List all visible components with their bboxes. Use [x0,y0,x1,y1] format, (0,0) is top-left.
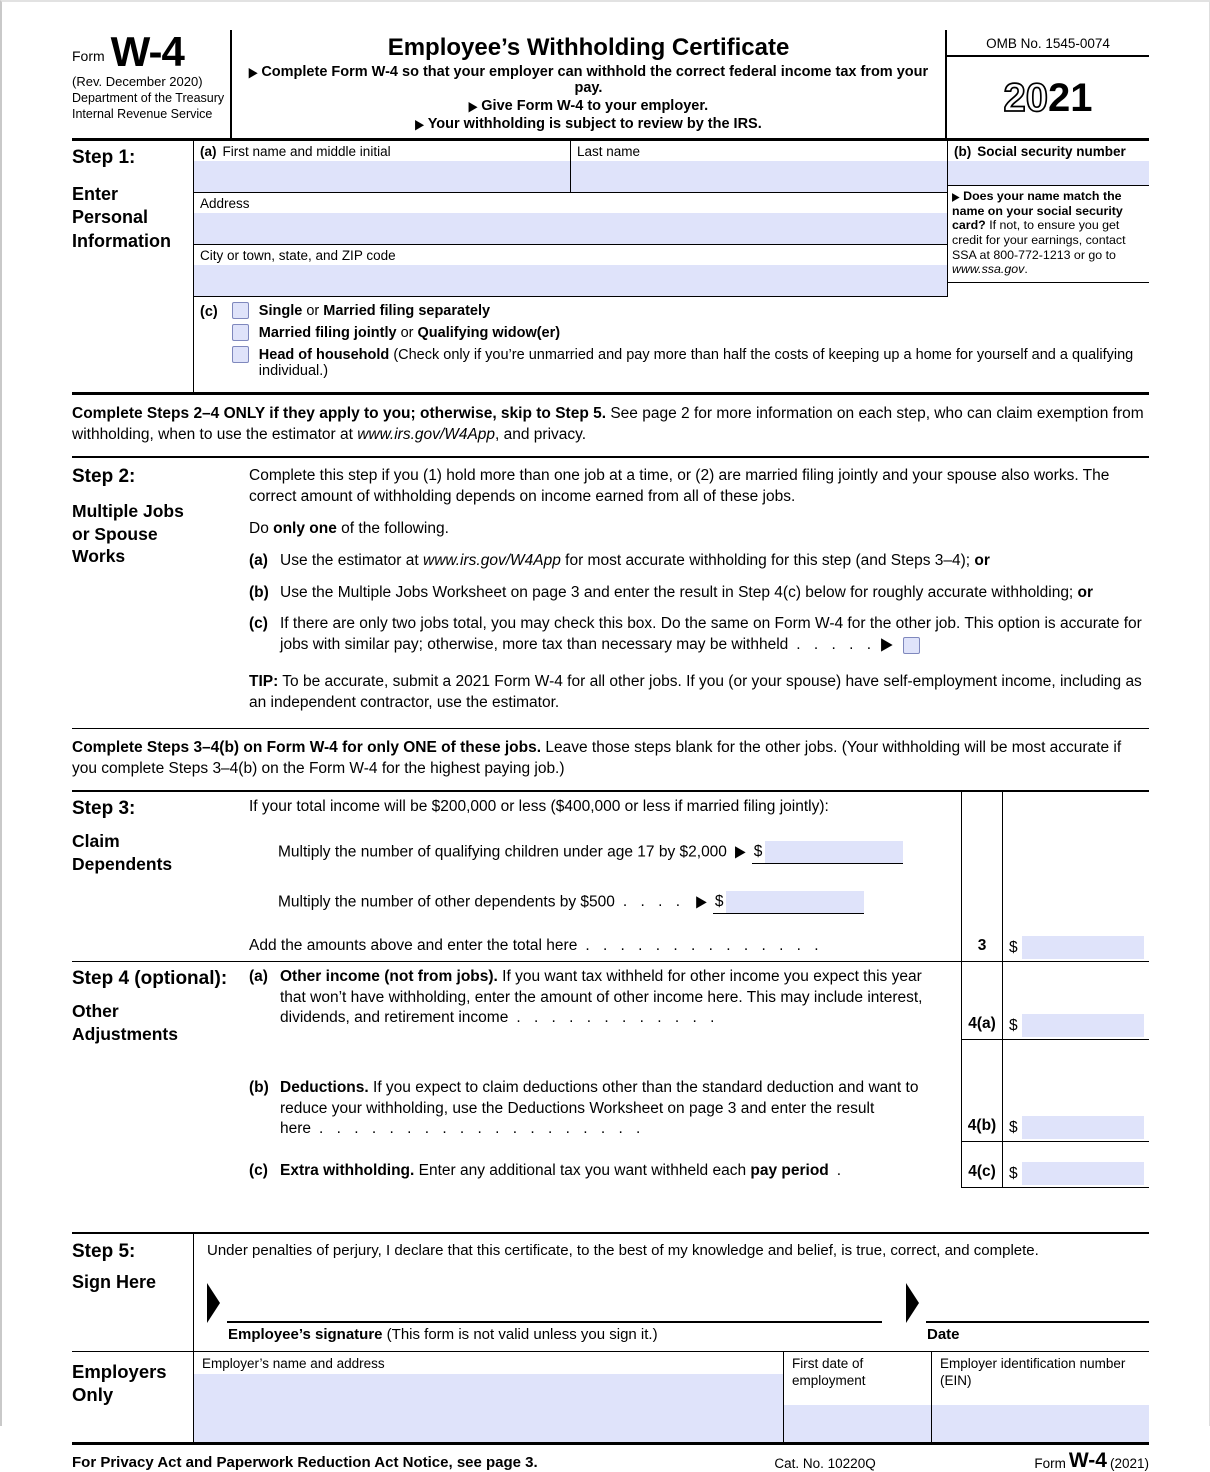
line-4b-amount-input[interactable] [1022,1116,1144,1139]
form-title-block [230,30,947,138]
city-cell [194,245,947,297]
step3-line-children: Multiply the number of qualifying children under age 17 by $2,000 ▶ $ [249,824,961,874]
step2-item-b: (b) Use the Multiple Jobs Worksheet on page 3 and enter the result in Step 4(c) below for roughly accurate withholding; or [249,583,1094,601]
signature-line[interactable] [227,1283,882,1323]
dollar-sign: $ [1009,1016,1018,1034]
tax-year-solid: 21 [1048,75,1093,120]
ssn-input[interactable] [948,161,1149,185]
form-word: Form [72,47,105,64]
first-date-input[interactable] [784,1405,931,1442]
married-jointly-checkbox[interactable] [232,324,249,341]
step3-label-col [72,792,249,962]
step4-title: Other Adjustments [72,1000,178,1044]
step2-paragraph-2: Do only one of the following. [249,519,449,537]
step4-item-c: (c) Extra withholding. Enter any additional tax you want withheld each pay period . [249,1162,842,1180]
step5-section [72,1232,1149,1352]
line-3-amount-cell [1003,924,1149,962]
line-4c-amount-cell [1003,1142,1149,1188]
line-3-amount-input[interactable] [1022,936,1144,959]
last-name-input[interactable] [571,161,947,192]
employers-only-label: Employers Only [72,1360,167,1406]
step2-item-c: (c) If there are only two jobs total, you may check this box. Do the same on Form W-4 for the other job. This option is accurate for jobs with similar pay; otherwise, more tax than necessary may be withheld . . . . . ▶ [249,614,1149,656]
first-name-cell [194,141,570,192]
filing-status-block [194,297,1149,392]
employers-only-section [72,1352,1149,1445]
form-title: Employee’s Withholding Certificate [387,34,790,61]
address-input[interactable] [194,213,947,244]
ein-input[interactable] [932,1405,1149,1442]
step4-label: Step 4 (optional): [72,967,228,989]
address-label: Address [200,196,250,211]
tax-year-outline: 20 [1003,75,1048,120]
step4-item-b: (b) Deductions. If you expect to claim deductions other than the standard deduction and want to reduce your withholding, use the Deductions Worksheet on page 3 and enter the result here . . . . . . . . . . . . . . . . . . . [249,1079,919,1138]
step3-intro: If your total income will be $200,000 or less ($400,000 or less if married filing jointly): [249,797,829,815]
line-4a-amount-input[interactable] [1022,1014,1144,1037]
privacy-notice: For Privacy Act and Paperwork Reduction Act Notice, see page 3. [72,1453,538,1471]
signature-col [207,1283,900,1343]
line-4c-number: 4(c) [961,1142,1003,1188]
signature-label: Employee’s signature (This form is not valid unless you sign it.) [228,1325,658,1343]
arrow-icon: ▶ [734,842,746,861]
catalog-number: Cat. No. 10220Q [774,1455,876,1471]
two-jobs-checkbox[interactable] [903,637,920,654]
last-name-label: Last name [577,144,641,159]
other-dependents-amount-input[interactable] [726,891,864,913]
first-name-input[interactable] [194,161,570,192]
city-input[interactable] [194,265,947,296]
dollar-sign: $ [1009,1164,1018,1182]
department-name: Department of the Treasury [72,90,225,105]
dollar-sign: $ [1009,938,1018,956]
header-bullet-2: ▶ Give Form W-4 to your employer. [468,98,709,114]
step2-paragraph-1: Complete this step if you (1) hold more than one job at a time, or (2) are married filing jointly and your spouse also works. The correct amount of withholding depends on income earned from all of these jobs. [249,466,1110,505]
form-id-block [72,30,230,138]
step1-name-address-fields [194,141,947,297]
step1-title: Enter Personal Information [72,184,171,251]
ein-cell [931,1352,1149,1442]
ssn-label: (b) Social security number [954,144,1126,159]
ssa-note: ▶ Does your name match the name on your social security card? If not, to ensure you get credit for your earnings, contact SSA at 800-772-1213 or go to www.ssa.gov. [948,185,1149,283]
arrow-icon: ▶ [696,892,707,911]
arrow-icon: ▶ [415,118,424,132]
filing-status-prefix: (c) [200,304,218,320]
step2-tip: TIP: To be accurate, submit a 2021 Form W-4 for all other jobs. If you (or your spouse) have self-employment income, including as an independent contractor, use the estimator. [249,673,1142,712]
header-bullet-3: ▶ Your withholding is subject to review by the IRS. [415,116,762,132]
arrow-icon: ▶ [468,100,478,114]
step2-content [249,466,1149,714]
city-label: City or town, state, and ZIP code [200,248,396,263]
date-arrow-icon [906,1283,919,1323]
ein-label: Employer identification number (EIN) [940,1355,1126,1388]
header-bullet-1: ▶ Complete Form W-4 so that your employer can withhold the correct federal income tax from your pay. [248,64,929,96]
steps-3-4-grid [72,792,1149,1188]
perjury-declaration: Under penalties of perjury, I declare that this certificate, to the best of my knowledge and belief, is true, correct, and complete. [207,1241,1039,1259]
step5-content [193,1234,1149,1351]
ssa-link: www.ssa.gov [952,262,1025,277]
employer-name-input[interactable] [194,1374,783,1442]
step1-body [193,141,1149,392]
address-cell [194,193,947,245]
ssn-col [947,141,1149,297]
step1-label-col [72,141,193,392]
signature-arrow-icon [207,1283,220,1323]
step3-title: Claim Dependents [72,830,173,874]
line-4b-amount-cell [1003,1040,1149,1142]
omb-number: OMB No. 1545-0074 [947,30,1149,57]
arrow-icon: ▶ [248,66,258,80]
step1-label: Step 1: [72,147,136,168]
first-date-label: First date of employment [792,1355,866,1388]
step5-label-col [72,1234,193,1351]
step3-line-other-dependents: Multiply the number of other dependents by $500 . . . . ▶ $ [249,874,961,924]
step5-title: Sign Here [72,1271,157,1292]
qualifying-children-amount-input[interactable] [765,841,903,863]
date-label: Date [927,1325,960,1343]
employer-name-label: Employer’s name and address [202,1355,385,1371]
line-4c-amount-input[interactable] [1022,1162,1144,1185]
line-4a-amount-cell [1003,962,1149,1040]
date-col [906,1283,1149,1343]
step2-item-a: (a) Use the estimator at www.irs.gov/W4App for most accurate withholding for this step (and Steps 3–4); or [249,551,990,569]
dollar-sign: $ [753,843,763,861]
step3-label: Step 3: [72,797,136,819]
form-number: W-4 [110,28,184,75]
form-footer [72,1445,1149,1471]
step4-label-col [72,962,249,1188]
irs-estimator-link: www.irs.gov/W4App [357,425,496,443]
step2-label-col [72,466,249,714]
irs-estimator-link: www.irs.gov/W4App [423,551,561,569]
filing-option-head-of-household: Head of household (Check only if you’re unmarried and pay more than half the costs of keeping up a home for yourself and a qualifying individual.) [232,346,1143,379]
employers-label-col [72,1352,193,1442]
line-3-number: 3 [961,924,1003,962]
step2-label: Step 2: [72,465,136,487]
filing-option-married-jointly: Married filing jointly or Qualifying widow(er) [232,324,1143,341]
dollar-sign: $ [1009,1118,1018,1136]
step1-section [72,141,1149,395]
step4-item-a: (a) Other income (not from jobs). If you want tax withheld for other income you expect this year that won’t have withholding, enter the amount of other income here. This may include interest, dividends, and retirement income . . . . . . . . . . . . [249,967,923,1027]
arrow-icon: ▶ [881,635,893,655]
line-4a-number: 4(a) [961,962,1003,1040]
first-name-label: (a) First name and middle initial [200,144,391,159]
filing-option-single: Single or Married filing separately [232,302,1143,319]
employer-name-cell [194,1352,783,1442]
date-line[interactable] [926,1283,1149,1323]
steps-2-4-intro: Complete Steps 2–4 ONLY if they apply to you; otherwise, skip to Step 5. See page 2 for more information on each step, who can claim exemption from withholding, when to use the estimator at www.irs.gov/W4App, and privacy. [72,395,1149,458]
footer-form-id: Form W-4 (2021) [1034,1448,1149,1472]
last-name-cell [570,141,947,192]
omb-year-block [947,30,1149,138]
step2-title: Multiple Jobs or Spouse Works [72,500,184,567]
form-revision: (Rev. December 2020) [72,73,203,89]
step2-section [72,458,1149,728]
agency-name: Internal Revenue Service [72,106,213,121]
head-of-household-checkbox[interactable] [232,346,249,363]
first-date-cell [783,1352,931,1442]
step5-label: Step 5: [72,1240,136,1262]
form-header [72,30,1149,141]
arrow-icon: ▶ [952,191,960,204]
single-checkbox[interactable] [232,302,249,319]
steps-3-4-intro: Complete Steps 3–4(b) on Form W-4 for only ONE of these jobs. Leave those steps blank for the other jobs. (Your withholding will be most accurate if you complete Steps 3–4(b) on the Form W-4 for the highest paying job.) [72,729,1149,792]
tax-year [947,57,1149,138]
step3-line-total: Add the amounts above and enter the total here . . . . . . . . . . . . . . [249,924,961,962]
dollar-sign: $ [714,893,724,911]
line-4b-number: 4(b) [961,1040,1003,1142]
